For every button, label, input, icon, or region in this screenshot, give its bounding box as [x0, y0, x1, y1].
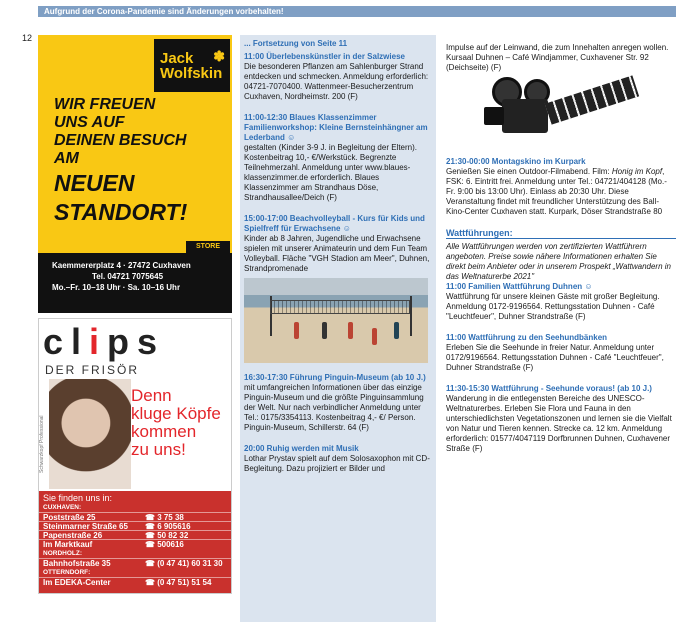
event-musik [244, 444, 436, 474]
store-address [38, 253, 232, 313]
events-column-right [444, 35, 676, 622]
wattfuehrungen-note: Alle Wattführungen werden von zertifizierten Wattführern angeboten. Preise sowie nähere Informationen erhalten Sie direkt beim Anbieter oder in unserem Prospekt „Wattwandern in das Weltnaturerbe 2021" [446, 242, 671, 281]
cinema-illustration [446, 77, 656, 147]
event-salzwiese [244, 52, 436, 102]
film-strip [545, 75, 639, 124]
event-body: Wattführung für unsere kleinen Gäste mit großer Begleitung. Anmeldung 0172-9196564. Rettungsstation Duhnen - Café "Leuchtfeuer", Duhner Strandstraße (F) [446, 292, 660, 321]
location-phone: ☎ 500616 [145, 540, 184, 549]
slogan-line: zu uns! [131, 440, 186, 459]
region-otterndorf: OTTERNDORF: [43, 569, 91, 576]
event-title: 20:00 Ruhig werden mit Musik [244, 444, 359, 453]
region-cuxhaven: CUXHAVEN: [43, 504, 82, 511]
page-number: 12 [22, 33, 33, 43]
location-name: Poststraße 25 [43, 513, 96, 522]
event-body: Die besonderen Pflanzen am Sahlenburger Strand entdecken und schmecken. Anmeldung erforderlich: 04721-7070400. Wattenmeer-Besucherzentrum Cuxhaven, Nordheimstr. 200 (F) [244, 62, 429, 101]
address-line: Kaemmererplatz 4 · 27472 Cuxhaven [52, 261, 191, 270]
camera-lens [484, 107, 504, 125]
logo-part-b: i [89, 321, 108, 362]
location-phone: ☎ 3 75 38 [145, 513, 184, 522]
photo-credit: Schwarzkopf Professional [39, 415, 45, 473]
location-row [39, 539, 232, 548]
ad-line-5: NEUEN [54, 170, 135, 196]
film-camera-icon [502, 99, 548, 133]
event-body: mit umfangreichen Informationen über das einzige Pinguin-Museum und die größte Pinguinsammlung der Welt. Nur nach verbindlicher Anmeldung unter Tel.: 0175/3354113. Kostenbeitrag 4,- €/ Person. Pinguin-Museum, Schillerstr. 64 (F) [244, 383, 424, 432]
event-title: 16:30-17:30 Führung Pinguin-Museum (ab 10 J.) [244, 373, 426, 382]
region-nordholz: NORDHOLZ: [43, 550, 82, 557]
event-body [446, 167, 676, 217]
location-row [39, 530, 232, 539]
jack-wolfskin-logo [154, 39, 230, 92]
event-klassenzimmer [244, 113, 436, 203]
event-body: Wanderung in die entlegensten Bereiche des UNESCO-Weltnaturerbes. Erleben Sie Flora und Fauna in den unterschiedlichsten Vegetationszonen und lernen sie die Vielfalt von Natur und Tieren kennen. Strecke ca. 12 km. Anmeldung erforderlich: 01577/4047119 Dorfbrunnen Duhnen, Cuxhavener Straße (F) [446, 394, 672, 453]
event-title: 11:00 Wattführung zu den Seehundbänken [446, 333, 608, 342]
jack-wolfskin-ad [38, 35, 232, 313]
location-name: Im Marktkauf [43, 540, 93, 549]
location-phone: ☎ 6 905616 [145, 522, 191, 531]
location-name: Bahnhofstraße 35 [43, 559, 111, 568]
slogan-line: Denn [131, 386, 172, 405]
clips-locations [39, 491, 232, 594]
location-row [39, 512, 232, 521]
event-body: Erleben Sie die Seehunde in freier Natur. Anmeldung unter 0172/9196564. Rettungsstation Duhnen - Café "Leuchtfeuer", Duhner Strandstraße (F) [446, 343, 664, 372]
clips-logo [43, 323, 165, 361]
event-continuation: Impulse auf der Leinwand, die zum Innehalten anregen wollen. Kursaal Duhnen – Café Windjammer, Cuxhavener Str. 92 (Deichseite) (F) [446, 43, 669, 72]
event-title: 15:00-17:00 Beachvolleyball - Kurs für Kids und Spielfreff für Erwachsene ☺ [244, 214, 425, 233]
event-title: 11:00 Familien Wattführung Duhnen ☺ [446, 282, 593, 291]
location-row [39, 521, 232, 530]
location-phone: ☎ (0 47 51) 51 54 [145, 578, 212, 587]
body-text: Genießen Sie einen Outdoor-Filmabend. Film: [446, 167, 612, 176]
logo-part-a: cl [43, 321, 90, 362]
ad-line-6: STANDORT! [54, 199, 188, 225]
volleyball-net [270, 300, 410, 314]
player [372, 328, 377, 345]
event-familien-watt [446, 282, 676, 322]
model-photo [49, 379, 131, 489]
event-title: 11:30-15:30 Wattführung - Seehunde voraus! (ab 10 J.) [446, 384, 652, 393]
phone-line: Tel. 04721 7075645 [92, 272, 164, 281]
slogan-line: kommen [131, 422, 197, 441]
location-row [39, 558, 232, 567]
event-montagskino [446, 157, 676, 217]
event-pinguin-museum [244, 373, 436, 433]
player [394, 322, 399, 339]
clips-slogan [131, 387, 231, 459]
beach-volleyball-photo [244, 278, 428, 363]
location-name: Im EDEKA-Center [43, 578, 111, 587]
slogan-line: kluge Köpfe [131, 404, 221, 423]
logo-text-1: Jack [160, 50, 194, 67]
clips-subtitle: DER FRISÖR [45, 363, 140, 377]
ad-line-2: UNS AUF [54, 114, 125, 131]
event-seehunde-voraus [446, 384, 676, 454]
events-column-middle [240, 35, 436, 622]
player [348, 322, 353, 339]
location-name: Steinmarner Straße 65 [43, 522, 128, 531]
player [322, 322, 327, 339]
ad-line-1: WIR FREUEN [54, 96, 156, 113]
continued-note: ... Fortsetzung von Seite 11 [244, 39, 348, 48]
event-body: Lothar Prystav spielt auf dem Solosaxophon mit CD-Begleitung. Dazu projiziert er Bilder und [244, 454, 430, 473]
event-beachvolleyball [244, 214, 436, 274]
event-title: 21:30-00:00 Montagskino im Kurpark [446, 157, 586, 166]
event-seehundbaenke [446, 333, 676, 373]
location-phone: ☎ 50 82 32 [145, 531, 189, 540]
ad-line-3: DEINEN BESUCH [54, 132, 187, 149]
event-body: Kinder ab 8 Jahren, Jugendliche und Erwachsene spielen mit unserer Animateurin und dem Fun Team Volleyball. Fläche "VGH Stadion am Meer", Duhnen, Strandpromenade [244, 234, 430, 273]
event-title: 11:00-12:30 Blaues Klassenzimmer Familienworkshop: Kleine Bernsteinhängner am Lederband ☺ [244, 113, 428, 142]
ad-line-4: AM [54, 150, 79, 167]
event-title: 11:00 Überlebenskünstler in der Salzwiese [244, 52, 405, 61]
store-label: STORE [186, 241, 230, 253]
logo-text-2: Wolfskin [160, 65, 223, 82]
player [294, 322, 299, 339]
body-text: , FSK: 6. Eintritt frei. Anmeldung unter Tel.: 04721/404128 (Mo.-Fr. 9:00 bis 13:00 Uhr). Einlass ab 20:30 Uhr. Diese Veranstaltung findet mit freundlicher Unterstützung des Ball-Kino-Center Cuxhaven statt. Kurpark, Döser Strandstraße 80 [446, 167, 667, 216]
net-pole [410, 296, 412, 336]
film-title: Honig im Kopf [611, 167, 663, 176]
location-row [39, 577, 232, 586]
corona-notice-bar: Aufgrund der Corona-Pandemie sind Änderungen vorbehalten! [38, 6, 676, 17]
hours-line: Mo.–Fr. 10–18 Uhr · Sa. 10–16 Uhr [52, 283, 181, 292]
event-body: gestalten (Kinder 3-9 J. in Begleitung der Eltern). Kostenbeitrag 10,- €/Werkstück. Begrenzte Teilnehmerzahl. Anmeldung unter www.blaues-klassenzimmer.de erforderlich. Blaues Klassenzimmer am Strandhaus Döse, Strandhausallee/Deich (F) [244, 143, 417, 202]
location-phone: ☎ (0 47 41) 60 31 30 [145, 559, 223, 568]
clips-ad [38, 318, 232, 594]
location-name: Papenstraße 26 [43, 531, 103, 540]
find-us-label: Sie finden uns in: [43, 493, 113, 503]
logo-part-c: ps [107, 321, 166, 362]
paw-icon: ✽ [213, 48, 225, 64]
wattfuehrungen-heading: Wattführungen: [446, 228, 676, 239]
